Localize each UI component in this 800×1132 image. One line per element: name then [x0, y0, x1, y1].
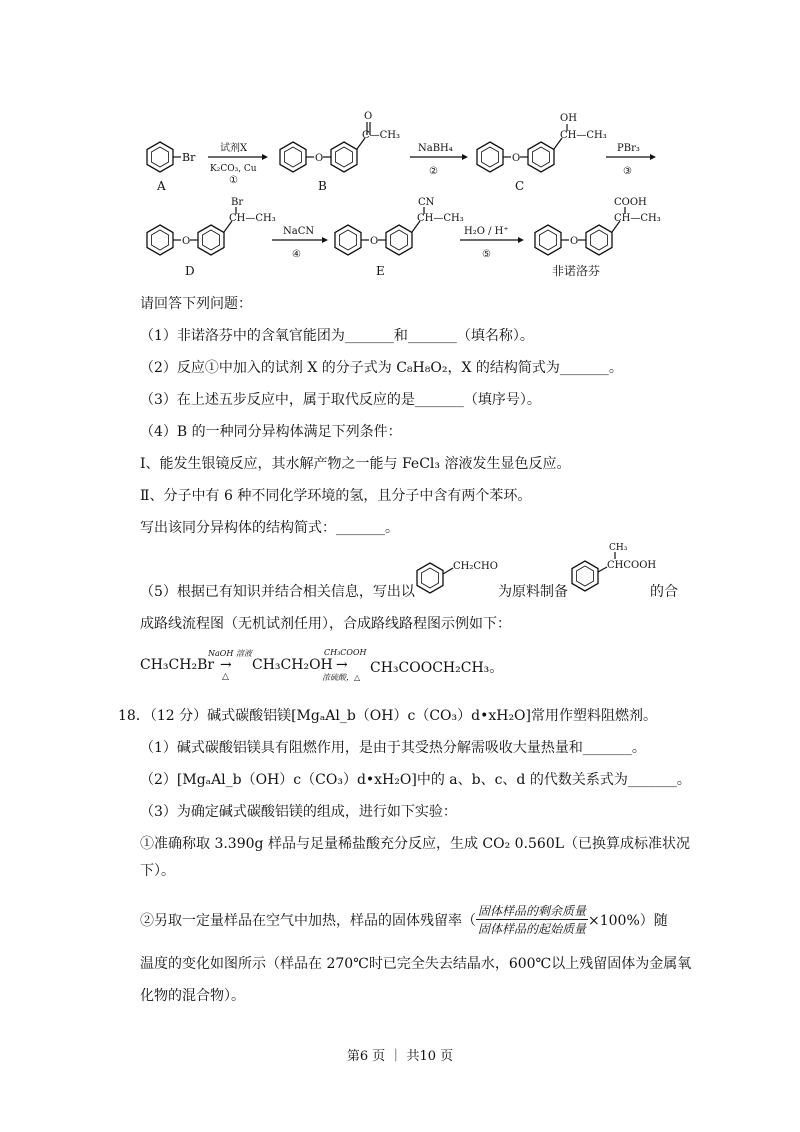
arrow1-condition: K₂CO₃, Cu	[210, 164, 257, 174]
label-c: C	[515, 179, 525, 193]
svg-text:O: O	[370, 236, 379, 247]
question-4: （4）B 的一种同分异构体满足下列条件：	[140, 424, 402, 440]
arrow1-reagent: 试剂X	[220, 143, 248, 154]
arrow5-reagent: H₂O / H⁺	[464, 226, 509, 237]
question-1: （1）非诺洛芬中的含氧官能团为_______和_______（填名称）。	[140, 328, 534, 344]
question-5-line-2: 成路线流程图（无机试剂任用），合成路线路程图示例如下：	[140, 616, 511, 632]
question-3: （3）在上述五步反应中，属于取代反应的是_______（填序号）。	[140, 392, 541, 408]
route-cond-2-top: CH₃COOH	[324, 648, 367, 657]
phenylacetaldehyde-structure	[408, 552, 498, 602]
route-step-3: CH₃COOCH₂CH₃。	[370, 660, 504, 676]
q18-part-6: 温度的变化如图所示（样品在 270℃时已完全失去结晶水，600℃以上残留固体为金属氧	[140, 956, 692, 972]
condition-i: Ⅰ、能发生银镜反应，其水解产物之一能与 FeCl₃ 溶液发生显色反应。	[140, 456, 571, 472]
route-cond-1-bottom: △	[222, 672, 229, 682]
q18-part-4-line-1: ①准确称取 3.390g 样品与足量稀盐酸充分反应，生成 CO₂ 0.560L（已换算成标准状况	[140, 836, 691, 852]
label-d: D	[185, 264, 195, 278]
fenoprofen-structure	[535, 197, 661, 255]
route-arrow-1: →	[220, 657, 232, 673]
fraction-denominator: 固体样品的起始质量	[478, 922, 587, 936]
route-step-2: CH₃CH₂OH	[252, 657, 333, 673]
step-1-label: ①	[229, 175, 238, 186]
compound-c-structure	[477, 113, 607, 172]
condition-ii: Ⅱ、分子中有 6 种不同化学环境的氢，且分子中含有两个苯环。	[140, 488, 532, 504]
route-step-1: CH₃CH₂Br	[140, 657, 215, 673]
svg-text:O: O	[570, 236, 579, 247]
question-4-write: 写出该同分异构体的结构简式：_______。	[140, 520, 399, 536]
route-cond-1-top: NaOH 溶液	[208, 649, 252, 658]
q18-part-2: （2）[MgₐAl_b（OH）c（CO₃）d•xH₂O]中的 a、b、c、d 的代数关系式为_______。	[140, 772, 691, 788]
compound-d-structure	[147, 197, 276, 255]
svg-text:O: O	[512, 153, 521, 164]
question-5-part-a: （5）根据已有知识并结合相关信息，写出以	[140, 584, 415, 600]
residue-rate-fraction	[476, 902, 588, 937]
q18-part-1: （1）碱式碳酸铝镁具有阻燃作用，是由于其受热分解需吸收大量热量和_______。	[140, 740, 646, 756]
q18-part-5-prefix: ②另取一定量样品在空气中加热，样品的固体残留率（	[140, 912, 476, 929]
reaction-scheme	[0, 0, 800, 300]
svg-text:CH₂CHO: CH₂CHO	[453, 561, 498, 572]
compound-e-structure	[335, 197, 464, 255]
q18-title: 18．（12 分）碱式碳酸铝镁[MgₐAl_b（OH）c（CO₃）d•xH₂O]常用作塑料阻燃剂。	[118, 708, 657, 724]
svg-text:CH—CH₃: CH—CH₃	[417, 213, 464, 224]
svg-text:CN: CN	[418, 197, 435, 208]
svg-text:Br: Br	[231, 197, 244, 208]
route-cond-2-bottom: 浓硫酸，△	[322, 673, 361, 682]
svg-text:OH: OH	[560, 113, 577, 124]
question-2: （2）反应①中加入的试剂 X 的分子式为 C₈H₈O₂，X 的结构简式为_______。	[140, 360, 623, 376]
br-label: Br	[182, 151, 196, 164]
page-footer: 第6 页 ｜ 共10 页	[346, 1049, 454, 1064]
svg-text:CH₃: CH₃	[609, 543, 628, 553]
fraction-numerator: 固体样品的剩余质量	[478, 904, 587, 918]
q18-part-5	[140, 902, 668, 937]
example-route	[140, 648, 620, 688]
svg-text:C—CH₃: C—CH₃	[362, 130, 401, 141]
svg-text:O: O	[364, 111, 373, 122]
arrow3-reagent: PBr₃	[617, 143, 640, 154]
route-arrow-2: →	[336, 657, 348, 673]
svg-text:CH—CH₃: CH—CH₃	[614, 213, 661, 224]
svg-text:O: O	[315, 153, 324, 164]
question-5-part-b: 为原料制备	[498, 584, 568, 600]
label-e: E	[376, 264, 385, 278]
svg-text:COOH: COOH	[614, 197, 647, 208]
label-fenoprofen: 非诺洛芬	[552, 264, 601, 278]
step-3-label: ③	[623, 166, 632, 177]
label-a: A	[157, 179, 166, 193]
compound-b-structure	[280, 111, 400, 172]
step-5-label: ⑤	[482, 249, 491, 260]
svg-text:CHCOOH: CHCOOH	[607, 560, 657, 571]
intro-text: 请回答下列问题：	[140, 296, 252, 312]
svg-text:CH—CH₃: CH—CH₃	[229, 213, 276, 224]
q18-part-4-line-2: 下）。	[140, 863, 175, 879]
compound-a-structure	[147, 142, 196, 172]
svg-text:CH—CH₃: CH—CH₃	[560, 130, 607, 141]
arrow4-reagent: NaCN	[283, 226, 315, 237]
q18-part-5-suffix: ×100%）随	[588, 912, 668, 929]
svg-text:O: O	[182, 236, 191, 247]
arrow2-reagent: NaBH₄	[418, 143, 453, 154]
label-b: B	[318, 179, 327, 193]
step-4-label: ④	[292, 249, 301, 260]
step-2-label: ②	[429, 166, 438, 177]
q18-part-7: 化物的混合物）。	[140, 988, 245, 1004]
question-5-part-c: 的合	[650, 584, 678, 600]
q18-part-3: （3）为确定碱式碳酸铝镁的组成，进行如下实验：	[140, 804, 457, 820]
